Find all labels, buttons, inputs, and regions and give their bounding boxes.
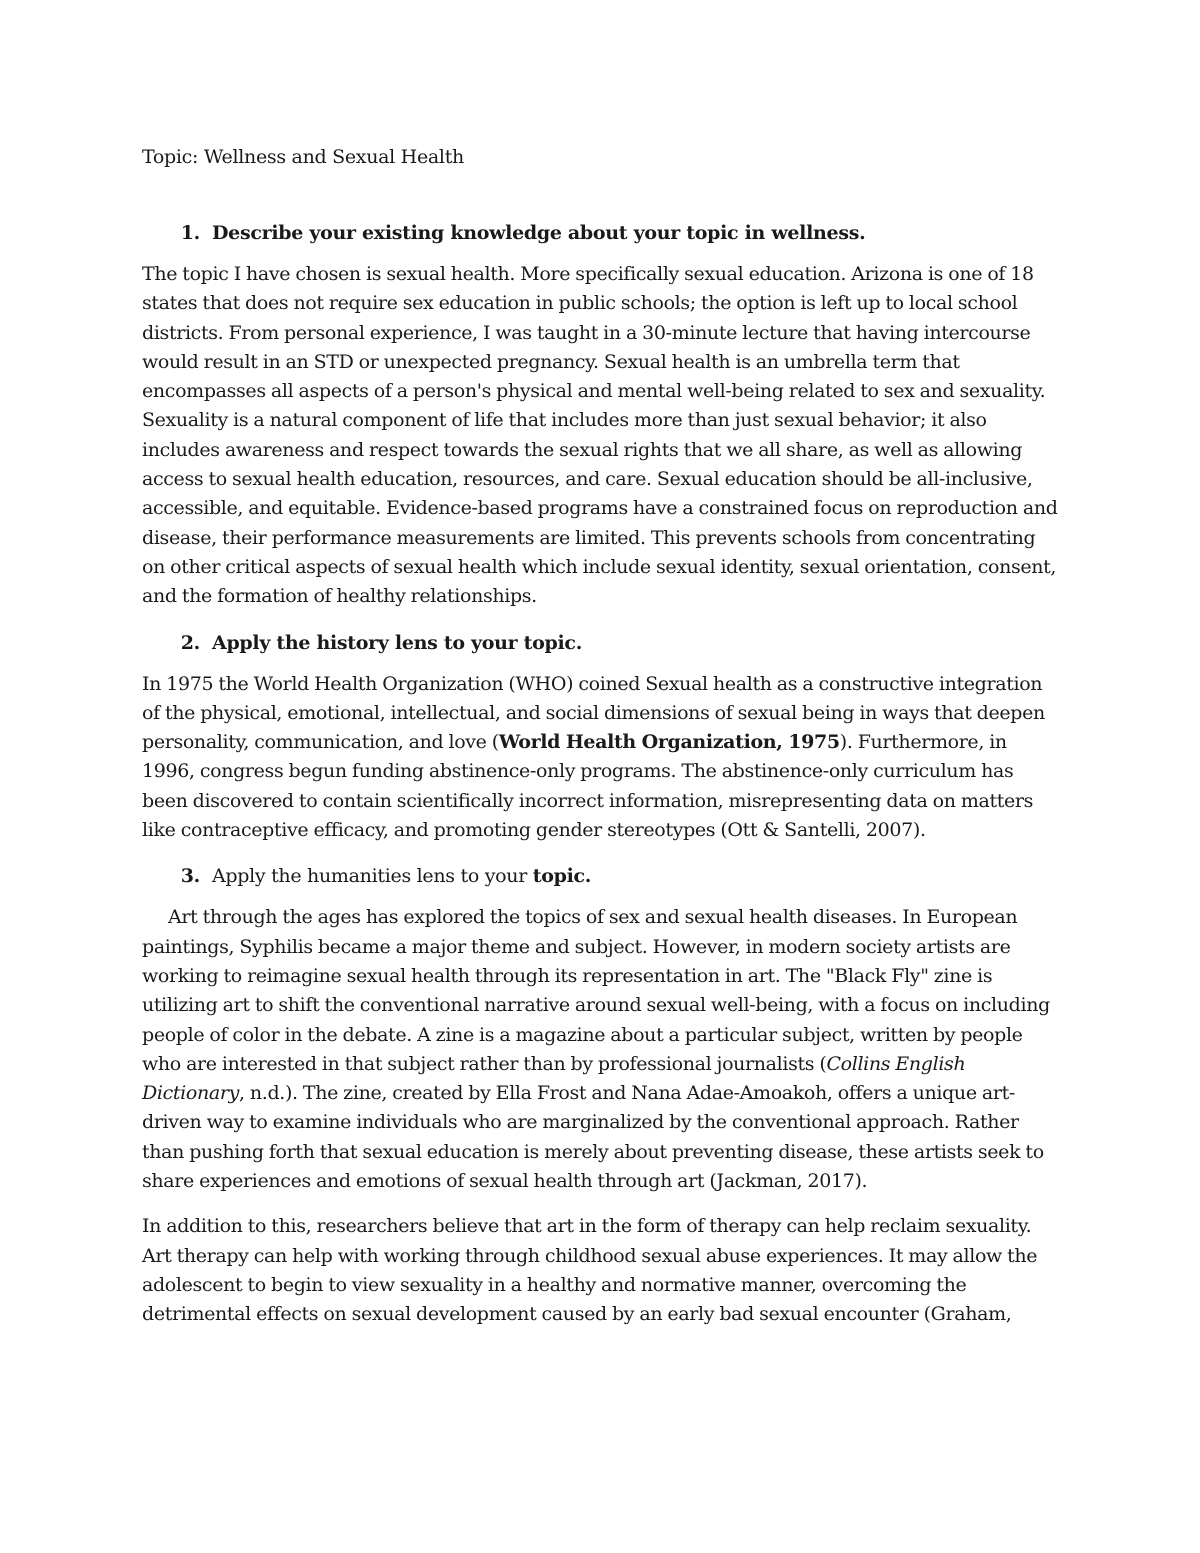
question-number: 3. <box>180 865 200 888</box>
answer-paragraph-2 <box>142 670 1062 846</box>
question-text: Apply the history lens to your topic. <box>212 631 583 654</box>
answer-paragraph-3 <box>142 903 1062 1196</box>
question-2 <box>142 628 1062 658</box>
question-number: 2. <box>180 631 200 654</box>
question-text-bold: topic. <box>532 865 592 888</box>
question-1 <box>142 218 1062 248</box>
citation-italic: Collins English Dictionary <box>142 1052 966 1105</box>
question-number: 1. <box>180 222 200 244</box>
document-body <box>142 142 1062 1346</box>
paragraph-text: ). Furthermore, in 1996, congress begun funding abstinence-only programs. The abstinence-only curriculum has been discovered to contain scientifically incorrect information, misrepresenting data on matters like contraceptive efficacy, and promoting gender stereotypes (Ott & Santelli, 2007). <box>142 731 1034 842</box>
paragraph-text: Art through the ages has explored the topics of sex and sexual health diseases. In European paintings, Syphilis became a major theme and subject. However, in modern society artists are working to reimagine sexual health through its representation in art. The "Black Fly" zine is utilizing art to shift the conventional narrative around sexual well-being, with a focus on including people of color in the debate. A zine is a magazine about a particular subject, written by people who are interested in that subject rather than by professional journalists ( <box>142 906 1050 1075</box>
paragraph-text: In 1975 the World Health Organization (WHO) coined Sexual health as a constructive integration of the physical, emotional, intellectual, and social dimensions of sexual being in ways that deepen personality, communication, and love ( <box>142 672 1045 754</box>
question-text <box>212 861 1062 891</box>
question-text: Describe your existing knowledge about your topic in wellness. <box>212 222 866 244</box>
answer-paragraph-4: In addition to this, researchers believe that art in the form of therapy can help reclaim sexuality. Art therapy can help with working through childhood sexual abuse experiences. It may allow the adolescent to begin to view sexuality in a healthy and normative manner, overcoming the detrimental effects on sexual development caused by an early bad sexual encounter (Graham, <box>142 1215 1038 1326</box>
topic-heading: Topic: Wellness and Sexual Health <box>142 146 464 168</box>
citation-bold: World Health Organization, 1975 <box>498 731 840 754</box>
question-text-plain: Apply the humanities lens to your <box>212 865 533 888</box>
answer-paragraph-1: The topic I have chosen is sexual health. More specifically sexual education. Arizona is one of 18 states that does not require sex education in public schools; the option is left up to local school districts. From personal experience, I was taught in a 30-minute lecture that having intercourse would result in an STD or unexpected pregnancy. Sexual health is an umbrella term that encompasses all aspects of a person's physical and mental well-being related to sex and sexuality. Sexuality is a natural component of life that includes more than just sexual behavior; it also includes awareness and respect towards the sexual rights that we all share, as well as allowing access to sexual health education, resources, and care. Sexual education should be all-inclusive, accessible, and equitable. Evidence-based programs have a constrained focus on reproduction and disease, their performance measurements are limited. This prevents schools from concentrating on other critical aspects of sexual health which include sexual identity, sexual orientation, consent, and the formation of healthy relationships. <box>142 263 1058 608</box>
question-3 <box>142 861 1062 891</box>
paragraph-text: , n.d.). The zine, created by Ella Frost and Nana Adae-Amoakoh, offers a unique art-driven way to examine individuals who are marginalized by the conventional approach. Rather than pushing forth that sexual education is merely about preventing disease, these artists seek to share experiences and emotions of sexual health through art (Jackman, 2017). <box>142 1082 1044 1193</box>
